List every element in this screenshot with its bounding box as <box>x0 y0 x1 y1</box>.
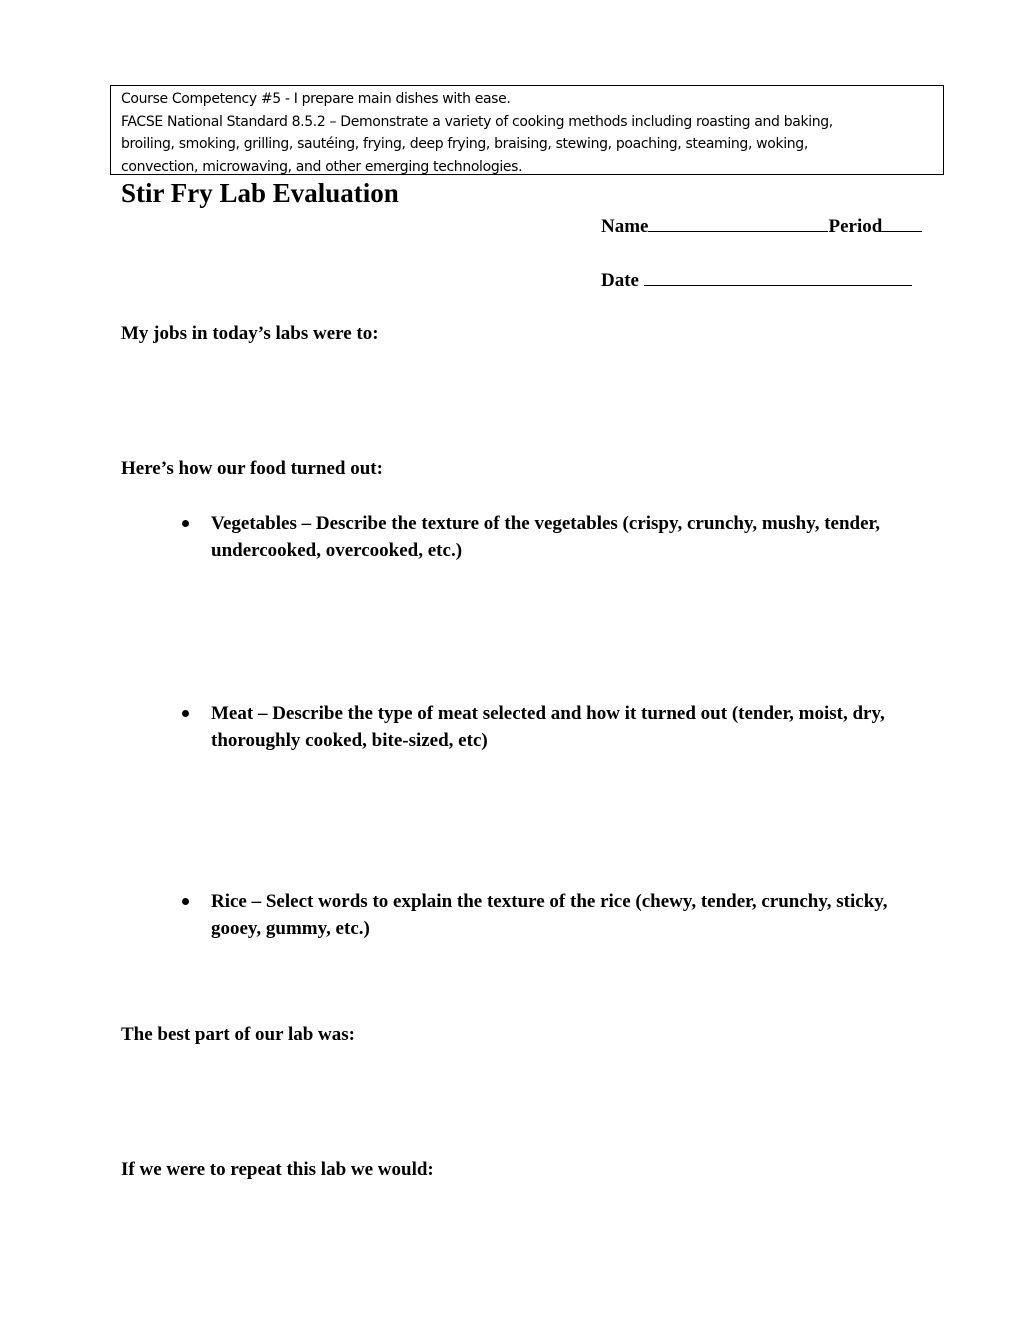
name-label: Name <box>601 216 649 237</box>
period-label: Period <box>828 216 883 237</box>
name-blank[interactable] <box>648 215 828 232</box>
bullet-meat <box>176 700 936 754</box>
bullet-icon <box>182 710 189 717</box>
date-field <box>601 269 912 292</box>
bullet-rice <box>176 888 936 942</box>
competency-line: Course Competency #5 - I prepare main dishes with ease. <box>121 91 511 107</box>
bullet-meat-text: Meat – Describe the type of meat selected and how it turned out (tender, moist, dry, thoroughly cooked, bite-sized, etc) <box>211 703 885 751</box>
jobs-prompt: My jobs in today’s labs were to: <box>121 323 379 344</box>
repeat-prompt: If we were to repeat this lab we would: <box>121 1159 434 1180</box>
period-blank[interactable] <box>882 215 922 232</box>
food-prompt: Here’s how our food turned out: <box>121 458 383 479</box>
bullet-icon <box>182 520 189 527</box>
standard-line: FACSE National Standard 8.5.2 – Demonstrate a variety of cooking methods including roasting and baking, <box>121 113 833 130</box>
bullet-icon <box>182 898 189 905</box>
standard-line: broiling, smoking, grilling, sautéing, frying, deep frying, braising, stewing, poaching, steaming, woking, <box>121 136 808 152</box>
standard-line: convection, microwaving, and other emerging technologies. <box>121 158 523 175</box>
best-part-prompt: The best part of our lab was: <box>121 1024 355 1045</box>
bullet-vegetables <box>176 510 936 564</box>
date-blank[interactable] <box>644 269 912 286</box>
bullet-vegetables-text: Vegetables – Describe the texture of the vegetables (crispy, crunchy, mushy, tender, undercooked, overcooked, etc.) <box>211 513 880 561</box>
competency-box <box>110 85 944 175</box>
date-label: Date <box>601 270 639 291</box>
document-title: Stir Fry Lab Evaluation <box>121 178 399 208</box>
bullet-rice-text: Rice – Select words to explain the texture of the rice (chewy, tender, crunchy, sticky, gooey, gummy, etc.) <box>211 891 888 939</box>
name-period-field <box>601 215 922 238</box>
